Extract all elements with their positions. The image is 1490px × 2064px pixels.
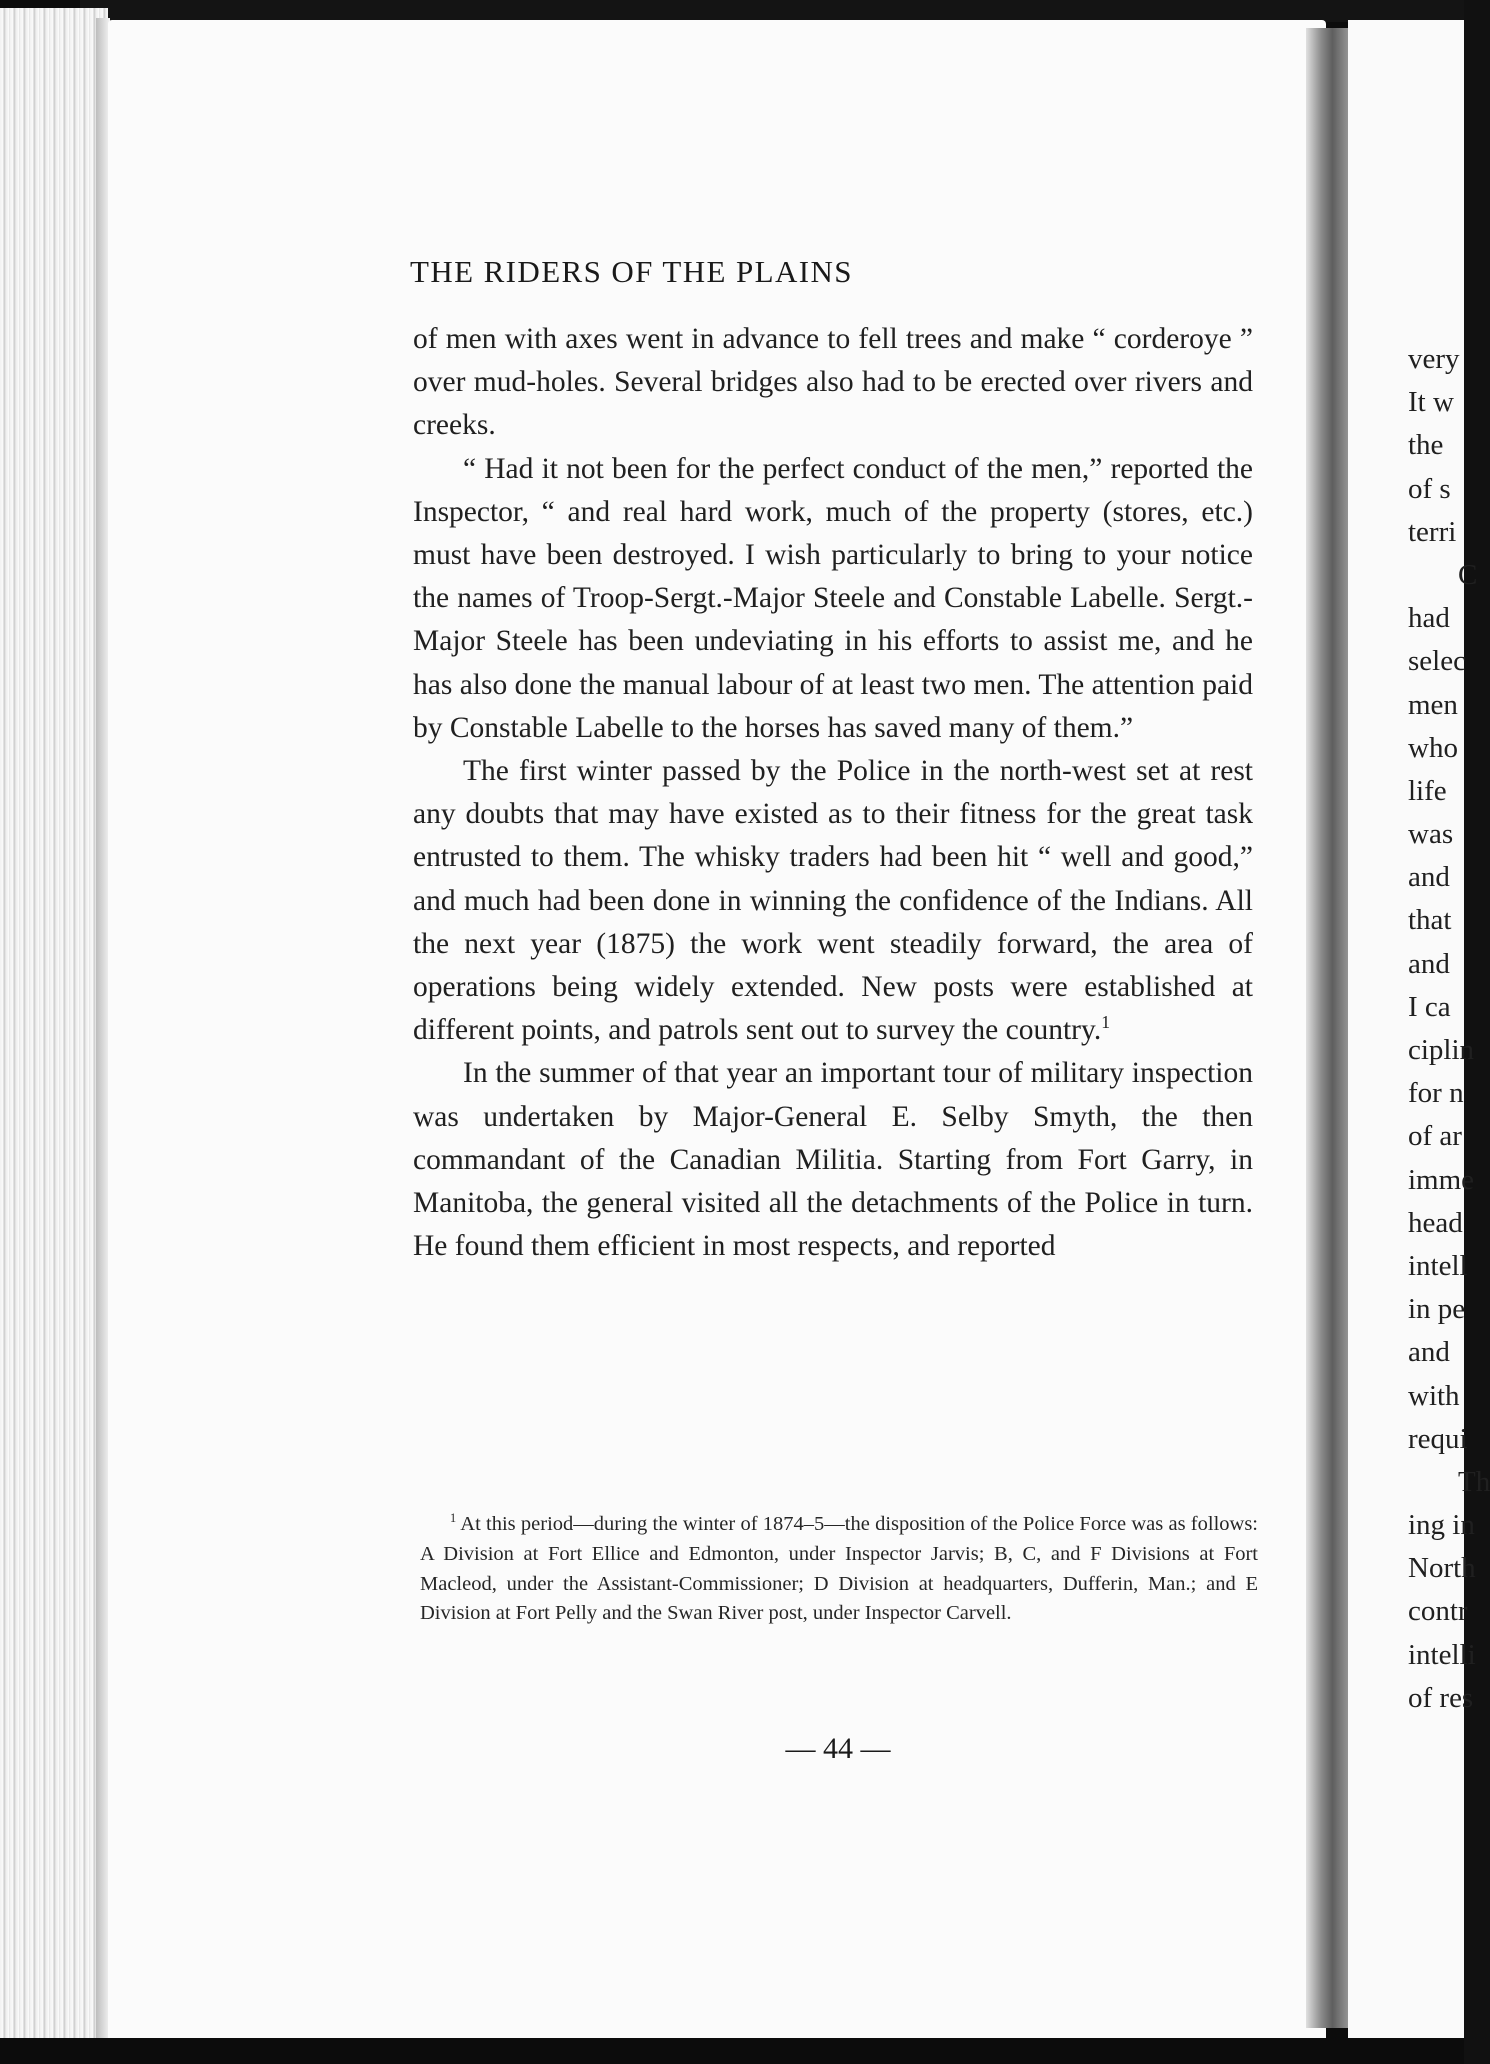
facing-line: very: [1408, 343, 1460, 375]
facing-line: had: [1408, 602, 1450, 635]
book-gutter: [1306, 28, 1350, 2028]
facing-line: imme: [1408, 1163, 1475, 1196]
facing-line: I ca: [1408, 990, 1451, 1023]
footnote: [420, 1510, 1258, 1629]
facing-line: intell: [1408, 1249, 1468, 1282]
facing-line: It w: [1408, 386, 1454, 419]
paragraph-text: The first winter passed by the Police in the north-west set at rest any doubts that may have existed as to their fitness for the great task entrusted to them. The whisky traders had been hit “ well and good,” and much had been done in winning the confidence of the Indians. All the next year (1875) the work went steadily forward, the area of operations being widely extended. New posts were established at different points, and patrols sent out to survey the country.: [413, 755, 1253, 1047]
facing-line: requi: [1408, 1422, 1468, 1455]
page-stack-edge: [0, 8, 108, 2048]
facing-line: terri: [1408, 515, 1457, 548]
scan-bottom-edge: [0, 2038, 1464, 2064]
facing-line: contr: [1408, 1595, 1468, 1628]
facing-line: of s: [1408, 472, 1451, 505]
facing-line: and: [1408, 861, 1450, 894]
facing-line: Th: [1458, 1465, 1490, 1498]
facing-line: of ar: [1408, 1120, 1462, 1153]
facing-line: that: [1408, 904, 1452, 937]
facing-line: with: [1408, 1379, 1460, 1412]
facing-line: of res: [1408, 1681, 1474, 1714]
facing-page-text: [1408, 338, 1490, 1720]
facing-line: head: [1408, 1206, 1463, 1239]
footnote-marker: 1: [450, 1511, 457, 1526]
footnote-reference: 1: [1101, 1012, 1111, 1033]
paragraph: [413, 750, 1253, 1052]
facing-line: for n: [1408, 1077, 1464, 1110]
facing-line: C: [1458, 558, 1478, 591]
facing-line: ciplin: [1408, 1034, 1475, 1066]
facing-line: who: [1408, 731, 1458, 764]
facing-line: intelli: [1408, 1638, 1476, 1671]
facing-line: North: [1408, 1552, 1476, 1585]
facing-line: men: [1408, 688, 1458, 721]
facing-line: and: [1408, 1336, 1450, 1369]
body-text: [413, 318, 1253, 1268]
page-number: — 44 —: [785, 1732, 891, 1765]
facing-line: the: [1408, 429, 1444, 462]
facing-line: in pe: [1408, 1293, 1466, 1326]
facing-line: and: [1408, 947, 1450, 980]
paragraph: of men with axes went in advance to fell trees and make “ corderoye ” over mud-holes. Several bridges also had to be erected over rivers and creeks.: [413, 323, 1253, 442]
paragraph: “ Had it not been for the perfect conduct of the men,” reported the Inspector, “ and real hard work, much of the property (stores, etc.) must have been destroyed. I wish particularly to bring to your notice the names of Troop-Sergt.-Major Steele and Constable Labelle. Sergt.-Major Steele has been undeviating in his efforts to assist me, and he has also done the manual labour of at least two men. The attention paid by Constable Labelle to the horses has saved many of them.”: [413, 452, 1253, 744]
facing-line: was: [1408, 818, 1454, 851]
facing-page: [1348, 20, 1490, 2040]
book-top-edge: [80, 0, 1464, 22]
paragraph: In the summer of that year an important tour of military inspection was undertaken by Major-General E. Selby Smyth, the then commandant of the Canadian Militia. Starting from Fort Garry, in Manitoba, the general visited all the detachments of the Police in turn. He found them efficient in most respects, and reported: [413, 1057, 1253, 1263]
facing-line: selec: [1408, 645, 1466, 678]
facing-line: life: [1408, 774, 1447, 807]
running-head: THE RIDERS OF THE PLAINS: [410, 254, 853, 289]
facing-line: ing in: [1408, 1509, 1475, 1542]
footnote-text: At this period—during the winter of 1874–5—the disposition of the Police Force was as follows: A Division at Fort Ellice and Edmonton, under Inspector Jarvis; B, C, and F Divisions at Fort Macleod, under the Assistant-Commissioner; D Division at headquarters, Dufferin, Man.; and E Division at Fort Pelly and the Swan River post, under Inspector Carvell.: [420, 1513, 1258, 1625]
